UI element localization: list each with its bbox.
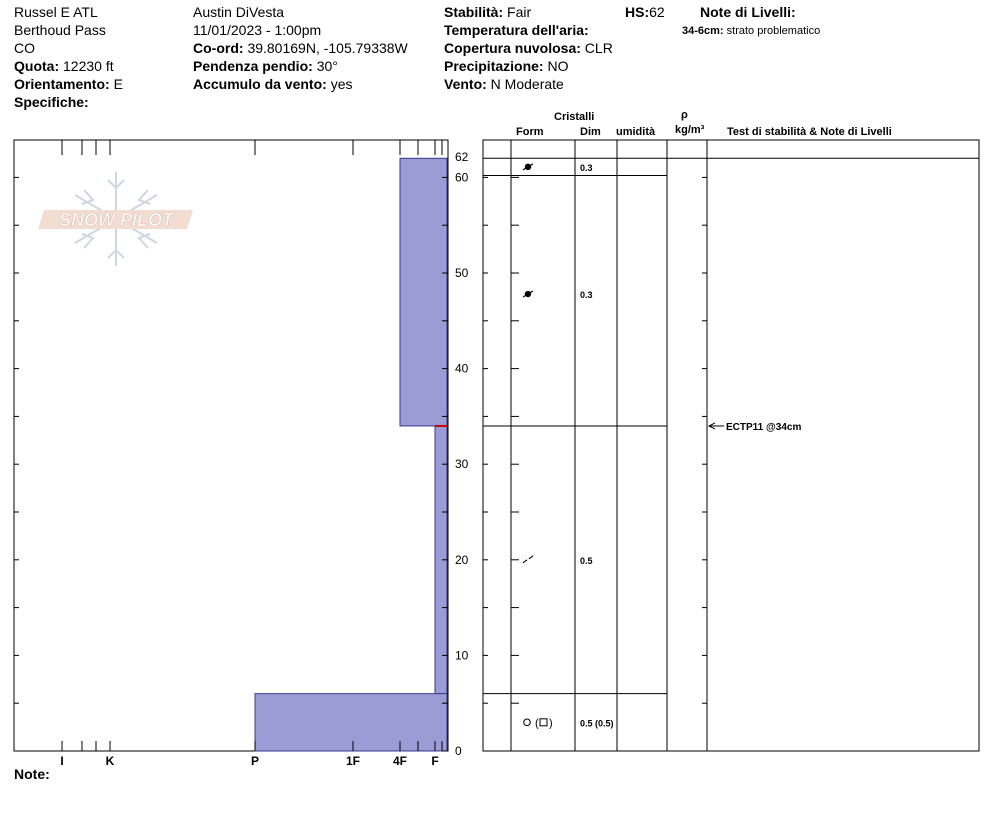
svg-text:): ) xyxy=(549,717,553,730)
note-label: Note: xyxy=(14,766,50,782)
hardness-tick-label: K xyxy=(105,754,115,768)
tests-header: Test di stabilità & Note di Livelli xyxy=(727,126,892,138)
rounded-faceted-icon xyxy=(524,717,553,729)
hs-value: 62 xyxy=(649,4,665,20)
height-tick-label: 20 xyxy=(455,552,469,567)
size-value: 0.5 (0.5) xyxy=(580,718,614,729)
hardness-axis xyxy=(60,140,442,768)
table-frame xyxy=(483,140,979,751)
cloud-value: CLR xyxy=(584,40,613,56)
height-tick-label: 10 xyxy=(455,648,469,663)
wind-label: Vento: xyxy=(444,76,487,92)
svg-text:(: ( xyxy=(535,717,539,730)
table-rows xyxy=(483,158,979,729)
height-tick-label: 50 xyxy=(455,266,469,280)
air-temp-label: Temperatura dell'aria: xyxy=(444,22,589,38)
coord-value: 39.80169N, -105.79338W xyxy=(247,40,408,56)
hardness-tick-label: P xyxy=(250,754,260,768)
hardness-tick-label: I xyxy=(60,754,64,768)
stability-test-label: ECTP11 @34cm xyxy=(726,421,802,433)
precip-value: NO xyxy=(547,58,569,74)
cloud-label: Copertura nuvolosa: xyxy=(444,40,581,56)
snowpilot-logo xyxy=(38,172,193,266)
layer-notes-label: Note di Livelli: xyxy=(700,4,796,20)
slope-label: Pendenza pendio: xyxy=(193,58,313,74)
slope-value: 30° xyxy=(316,58,338,74)
hardness-tick-label: 4F xyxy=(392,754,408,768)
decomposing-fragment-icon xyxy=(523,556,533,563)
hardness-tick-label: F xyxy=(431,754,439,768)
size-value: 0.3 xyxy=(580,290,593,301)
height-axis xyxy=(14,150,707,758)
coord-label: Co-ord: xyxy=(193,40,244,56)
elevation-label: Quota: xyxy=(14,58,60,74)
height-tick-label: 40 xyxy=(455,361,469,376)
state-name: CO xyxy=(14,40,35,56)
layer-note-key: 34-6cm: xyxy=(682,25,724,37)
wind-loading-value: yes xyxy=(330,76,353,92)
hardness-tick-label: 1F xyxy=(345,754,361,768)
precip-particle-icon xyxy=(523,291,533,297)
aspect-value: E xyxy=(113,76,123,92)
hardness-layer-bar xyxy=(400,158,447,426)
location-name: Russel E ATL xyxy=(14,4,98,20)
aspect-label: Orientamento: xyxy=(14,76,110,92)
density-unit: kg/m³ xyxy=(675,124,705,136)
hardness-graph-frame xyxy=(14,140,448,751)
moisture-header: umidità xyxy=(616,126,656,138)
stability-label: Stabilità: xyxy=(444,4,504,20)
size-value: 0.5 xyxy=(580,555,593,566)
specifics-label: Specifiche: xyxy=(14,94,89,110)
observation-datetime: 11/01/2023 - 1:00pm xyxy=(193,22,322,38)
elevation-value: 12230 ft xyxy=(63,58,114,74)
crystals-header: Cristalli xyxy=(554,111,595,123)
area-name: Berthoud Pass xyxy=(14,22,106,38)
size-header: Dim xyxy=(580,126,601,138)
hs-label: HS: xyxy=(625,4,650,20)
observer-name: Austin DiVesta xyxy=(193,4,285,20)
height-tick-label: 0 xyxy=(455,744,462,758)
density-symbol: ρ xyxy=(681,109,688,121)
wind-value: N Moderate xyxy=(490,76,564,92)
wind-loading-label: Accumulo da vento: xyxy=(193,76,327,92)
precip-particle-icon xyxy=(523,164,533,170)
height-tick-label: 60 xyxy=(455,170,469,185)
precip-label: Precipitazione: xyxy=(444,58,544,74)
logo-text: SNOW PILOT xyxy=(59,210,173,230)
stability-value: Fair xyxy=(507,4,532,20)
height-tick-label: 62 xyxy=(455,150,469,164)
size-value: 0.3 xyxy=(580,162,593,173)
form-header: Form xyxy=(516,126,544,138)
hardness-layers xyxy=(255,158,447,751)
crystal-table xyxy=(483,140,979,751)
layer-note-text: strato problematico xyxy=(726,25,821,37)
height-tick-label: 30 xyxy=(455,457,469,472)
